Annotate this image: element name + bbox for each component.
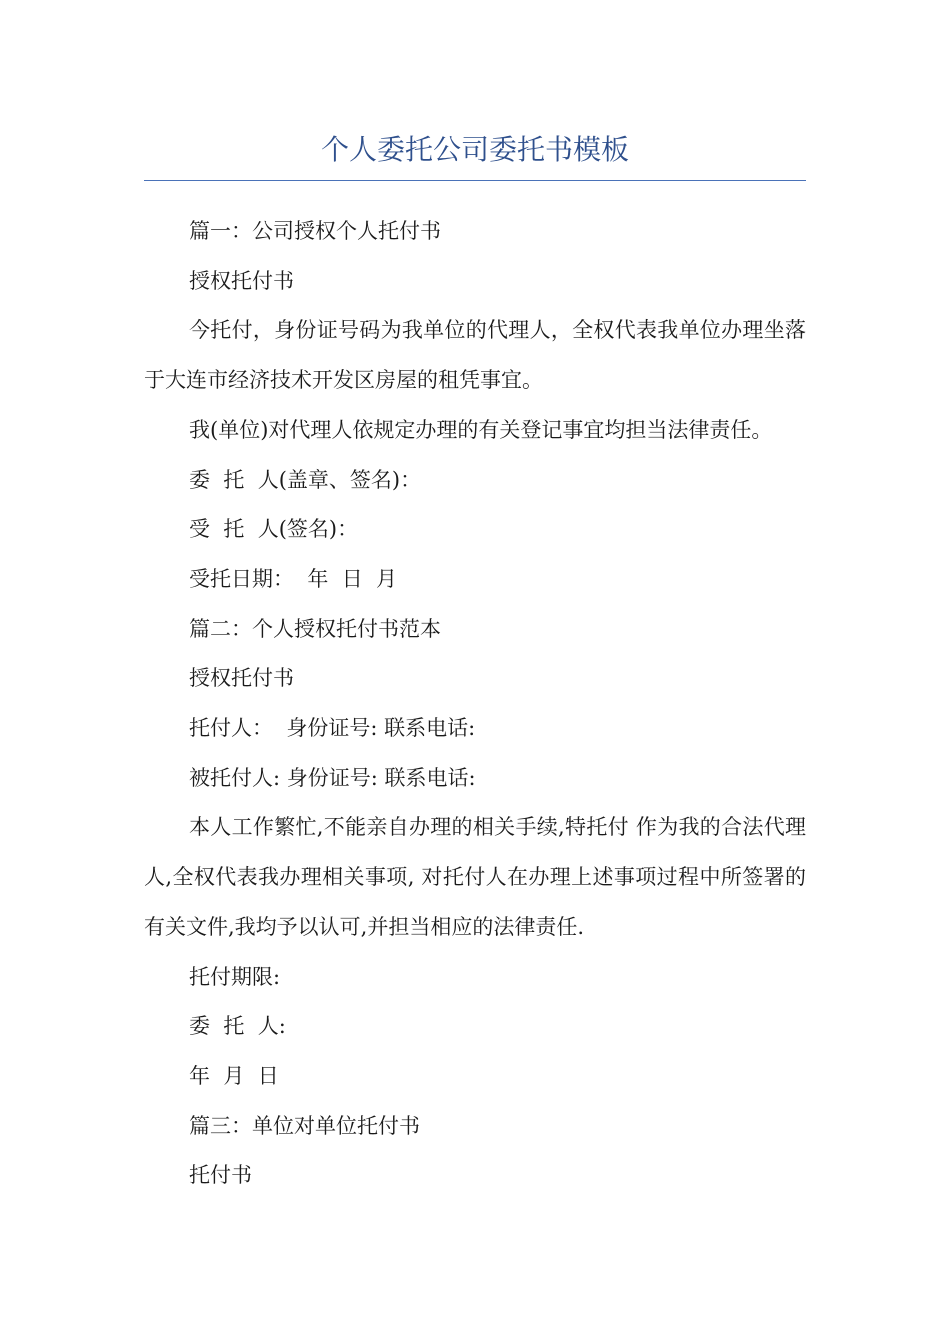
date-line: 受托日期： 年 日 月 (189, 566, 398, 591)
signature-line-principal: 委 托 人(盖章、签名)： (189, 467, 422, 492)
section-heading-2: 篇二：个人授权托付书范本 (189, 616, 441, 641)
document-body (144, 207, 806, 1201)
signature-line-agent: 受 托 人(签名)： (189, 517, 359, 542)
document-title: 个人委托公司委托书模板 (320, 133, 629, 166)
document-subtitle-1: 授权托付书 (189, 268, 294, 293)
agent-info-line: 被托付人: 身份证号: 联系电话: (189, 765, 476, 790)
body-paragraph: 今托付，身份证号码为我单位的代理人，全权代表我单位办理坐落于大连市经济技术开发区房屋的租凭事宜。 (144, 318, 806, 393)
principal-info-line: 托付人： 身份证号: 联系电话: (189, 716, 476, 741)
signature-line-principal: 委 托 人: (189, 1014, 286, 1039)
title-divider (144, 180, 806, 181)
section-heading-3: 篇三：单位对单位托付书 (189, 1113, 420, 1138)
section-heading-1: 篇一：公司授权个人托付书 (189, 219, 441, 243)
date-line: 年 月 日 (189, 1063, 279, 1088)
body-paragraph: 我(单位)对代理人依规定办理的有关登记事宜均担当法律责任。 (189, 417, 773, 442)
body-paragraph: 本人工作繁忙,不能亲自办理的相关手续,特托付 作为我的合法代理人,全权代表我办理相关事项, 对托付人在办理上述事项过程中所签署的有关文件,我均予以认可,并担当相应的法律责任. (144, 815, 806, 939)
document-subtitle-2: 授权托付书 (189, 666, 294, 691)
term-line: 托付期限: (189, 964, 281, 989)
document-subtitle-3: 托付书 (189, 1163, 252, 1188)
